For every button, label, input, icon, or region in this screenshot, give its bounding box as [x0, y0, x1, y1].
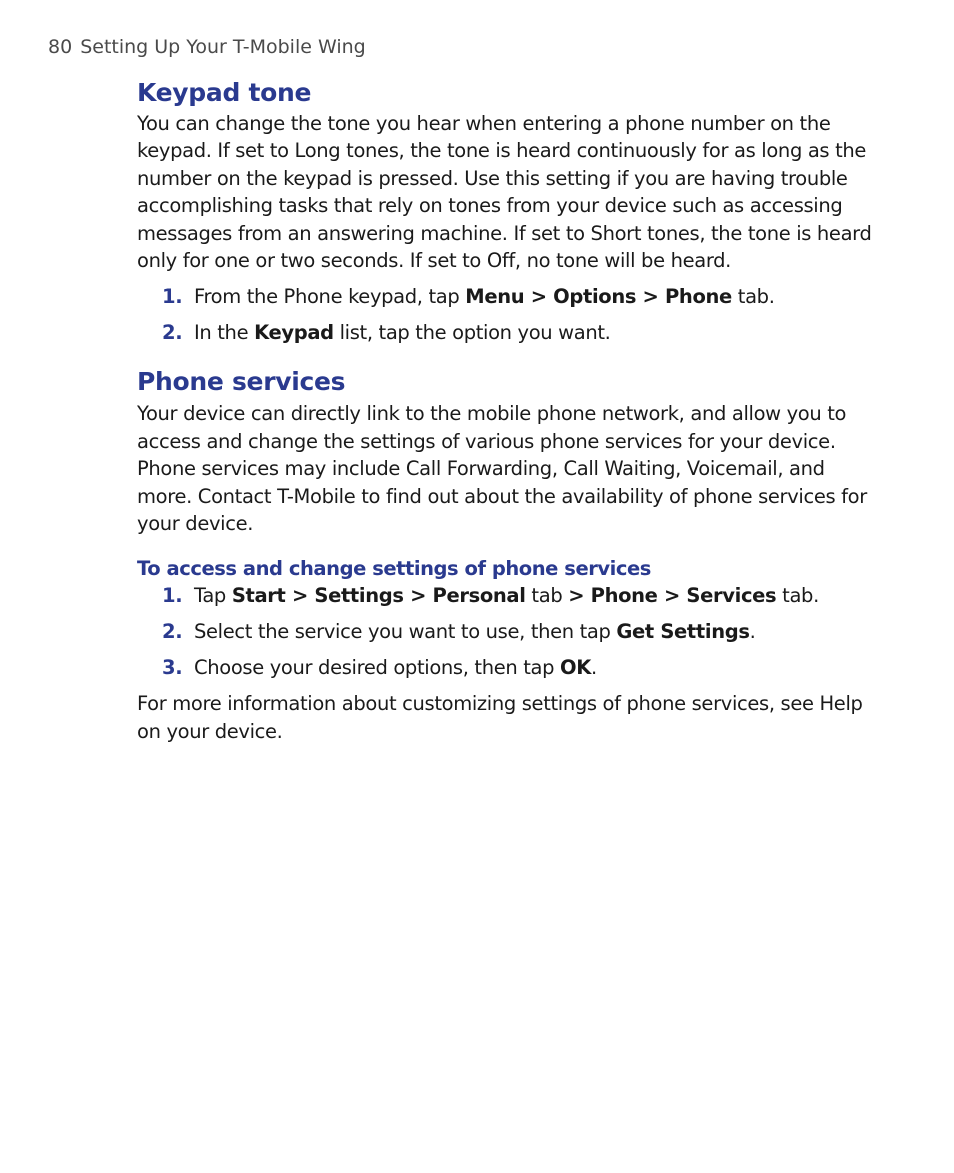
step-number: 3. — [162, 656, 183, 680]
step-number: 1. — [162, 285, 183, 309]
list-item — [137, 582, 877, 609]
list-item — [137, 319, 877, 346]
chapter-title: Setting Up Your T-Mobile Wing — [80, 36, 366, 58]
step-text: Choose your desired options, then tap — [194, 656, 560, 680]
closing-note: For more information about customizing settings of phone services, see Help on your device. — [137, 692, 863, 743]
step-number: 2. — [162, 321, 183, 345]
step-text: Select the service you want to use, then tap — [194, 620, 617, 644]
step-number: 2. — [162, 620, 183, 644]
step-text: . — [591, 656, 597, 680]
page-content — [137, 76, 877, 745]
phone-services-heading: Phone services — [137, 367, 346, 397]
phone-services-body: Your device can directly link to the mobile phone network, and allow you to access and change the settings of various phone services for your device. Phone services may include Call Forwarding, Call Waiting, Voicemail, and more. Contact T-Mobile to find out about the availability of phone services for your device. — [137, 402, 867, 536]
keypad-tone-steps — [137, 283, 877, 346]
step-text: From the Phone keypad, tap — [194, 285, 466, 309]
step-command: Get Settings — [616, 620, 750, 644]
list-item — [137, 283, 877, 310]
step-text: In the — [194, 321, 255, 345]
step-command: > Phone > Services — [568, 584, 777, 608]
step-text: . — [749, 620, 756, 644]
keypad-tone-section — [137, 76, 877, 346]
phone-services-steps — [137, 582, 877, 681]
step-text: tab. — [731, 285, 775, 309]
page-number: 80 — [48, 36, 73, 58]
step-text: Tap — [194, 584, 232, 608]
running-header — [48, 36, 366, 58]
keypad-tone-body: You can change the tone you hear when entering a phone number on the keypad. If set to Long tones, the tone is heard continuously for as long as the number on the keypad is pressed. Use this setting if you are having trouble accomplishing tasks that rely on tones from your device such as accessing messages from an answering machine. If set to Short tones, the tone is heard only for one or two seconds. If set to Off, no tone will be heard. — [137, 112, 872, 273]
step-command: Menu > Options > Phone — [465, 285, 732, 309]
keypad-tone-heading: Keypad tone — [137, 78, 312, 107]
phone-services-section — [137, 365, 877, 745]
step-command: OK — [560, 656, 591, 680]
step-text: tab. — [776, 584, 819, 608]
list-item — [137, 618, 877, 645]
step-text: list, tap the option you want. — [333, 321, 611, 345]
step-command: Keypad — [254, 321, 334, 345]
step-text: tab — [525, 584, 569, 608]
step-command: Start > Settings > Personal — [231, 584, 526, 608]
procedure-title: To access and change settings of phone services — [137, 557, 651, 581]
step-number: 1. — [162, 584, 183, 608]
list-item — [137, 654, 877, 681]
